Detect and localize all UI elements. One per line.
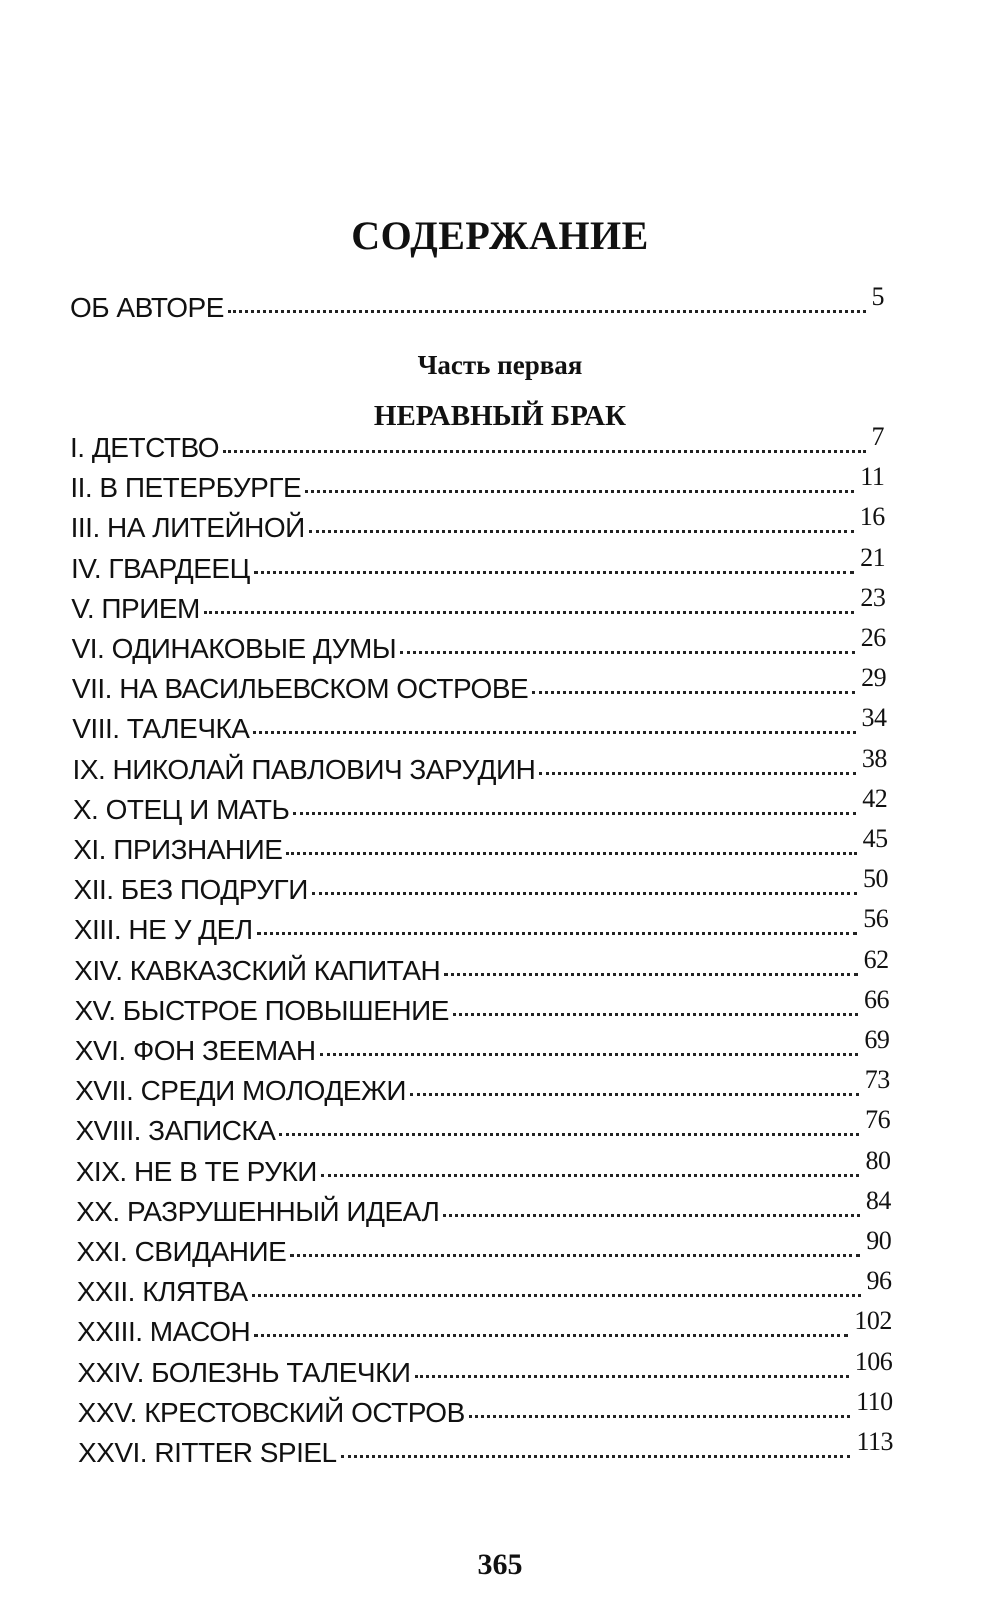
dot-leader	[400, 651, 855, 654]
toc-entry-page: 84	[865, 1185, 891, 1215]
toc-entry-label: V. ПРИЕМ	[71, 592, 200, 624]
toc-entry-label: I. ДЕТСТВО	[70, 432, 219, 463]
dot-leader	[252, 1294, 861, 1297]
toc-entry[interactable]	[74, 984, 890, 1035]
toc-entry-label: XXIV. БОЛЕЗНЬ ТАЛЕЧКИ	[77, 1356, 411, 1388]
toc-entry-label: XVIII. ЗАПИСКА	[75, 1115, 276, 1147]
toc-entry-label: II. В ПЕТЕРБУРГЕ	[70, 472, 302, 504]
toc-entry-page: 69	[864, 1025, 890, 1054]
toc-entry[interactable]	[72, 703, 887, 753]
toc-entry[interactable]	[76, 1226, 892, 1276]
toc-entry-label: X. ОТЕЦ И МАТЬ	[72, 793, 290, 825]
toc-entry-page: 7	[871, 422, 884, 451]
dot-leader	[293, 812, 856, 815]
toc-entry-label: XVI. ФОН ЗЕЕМАН	[74, 1035, 316, 1066]
toc-entry-page: 11	[860, 462, 885, 492]
toc-entry-label: ОБ АВТОРЕ	[70, 292, 224, 323]
toc-entry-page: 110	[856, 1386, 893, 1416]
toc-entry-about-author[interactable]	[70, 282, 884, 332]
toc-entry[interactable]	[76, 1185, 891, 1236]
dot-leader	[254, 1334, 848, 1337]
toc-entry-page: 5	[871, 282, 884, 311]
toc-entry[interactable]	[75, 1145, 891, 1196]
toc-entry[interactable]	[71, 663, 887, 713]
toc-entry-label: XVII. СРЕДИ МОЛОДЕЖИ	[75, 1075, 406, 1107]
toc-entry-label: XIII. НЕ У ДЕЛ	[73, 914, 253, 946]
toc-entry-page: 50	[862, 864, 888, 894]
dot-leader	[228, 310, 866, 313]
toc-entry-label: VII. НА ВАСИЛЬЕВСКОМ ОСТРОВЕ	[71, 673, 529, 705]
dot-leader	[469, 1415, 850, 1418]
toc-entry[interactable]	[70, 462, 885, 512]
toc-entry-label: XXIII. МАСОН	[77, 1316, 251, 1348]
toc-entry-page: 76	[865, 1105, 891, 1135]
toc-entry-label: VIII. ТАЛЕЧКА	[72, 713, 250, 745]
toc-entry-page: 45	[862, 824, 888, 853]
dot-leader	[532, 691, 855, 694]
toc-entry-page: 38	[861, 743, 887, 773]
toc-entry-label: VI. ОДИНАКОВЫЕ ДУМЫ	[71, 633, 397, 664]
toc-entry[interactable]	[73, 904, 889, 954]
dot-leader	[253, 731, 855, 734]
toc-entry[interactable]	[77, 1386, 893, 1437]
part-label: Часть первая	[417, 350, 583, 380]
dot-leader	[254, 571, 854, 574]
toc-entry-page: 56	[863, 904, 889, 934]
toc-entry-page: 23	[860, 582, 886, 612]
page-title: СОДЕРЖАНИЕ	[351, 213, 649, 258]
toc-entry[interactable]	[77, 1346, 893, 1397]
toc-entry-page: 21	[860, 542, 886, 572]
toc-entry[interactable]	[74, 1025, 890, 1075]
dot-leader	[444, 973, 857, 976]
toc-entry-page: 106	[854, 1346, 893, 1376]
page-number: 365	[477, 1548, 523, 1581]
dot-leader	[410, 1093, 859, 1096]
dot-leader	[257, 932, 858, 935]
toc-entry-page: 62	[863, 944, 889, 974]
toc-entry[interactable]	[77, 1306, 892, 1356]
toc-entry[interactable]	[76, 1266, 892, 1316]
toc-entry[interactable]	[70, 502, 885, 552]
dot-leader	[312, 892, 857, 895]
toc-entry[interactable]	[71, 582, 886, 633]
part-title: НЕРАВНЫЙ БРАК	[373, 400, 627, 432]
dot-leader	[539, 772, 855, 775]
dot-leader	[286, 852, 856, 855]
toc-entry-page: 34	[861, 703, 887, 733]
dot-leader	[309, 530, 854, 533]
toc-entry-page: 42	[862, 783, 888, 813]
toc-entry-page: 80	[865, 1145, 891, 1175]
toc-entry-page: 26	[860, 623, 886, 652]
dot-leader	[453, 1013, 858, 1016]
toc-entry-page: 90	[866, 1226, 892, 1255]
toc-entry-page: 16	[859, 502, 885, 532]
toc-entry[interactable]	[73, 824, 888, 874]
dot-leader	[415, 1375, 849, 1378]
toc-entry[interactable]	[72, 783, 888, 834]
toc-entry[interactable]	[72, 743, 887, 794]
toc-entry-label: IV. ГВАРДЕЕЦ	[70, 552, 250, 584]
dot-leader	[321, 1174, 860, 1177]
toc-entry-page: 73	[864, 1065, 890, 1095]
toc-entry-page: 96	[866, 1266, 892, 1296]
toc-entry[interactable]	[71, 623, 886, 673]
dot-leader	[223, 450, 866, 453]
toc-entry[interactable]	[70, 542, 886, 593]
toc-entry-label: XXV. КРЕСТОВСКИЙ ОСТРОВ	[77, 1396, 465, 1428]
toc-entry-label: IX. НИКОЛАЙ ПАВЛОВИЧ ЗАРУДИН	[72, 753, 536, 785]
toc-entry-label: III. НА ЛИТЕЙНОЙ	[70, 512, 305, 544]
toc-entry-label: XI. ПРИЗНАНИЕ	[73, 834, 283, 865]
toc-entry-page: 66	[864, 984, 890, 1014]
toc-entry[interactable]	[75, 1065, 890, 1115]
dot-leader	[204, 611, 855, 614]
toc-entry[interactable]	[74, 944, 889, 995]
toc-entry[interactable]	[75, 1105, 891, 1155]
toc-entry-label: XXII. КЛЯТВА	[76, 1276, 248, 1308]
toc-entry-label: XXVI. RITTER SPIEL	[78, 1437, 337, 1468]
dot-leader	[290, 1254, 860, 1257]
dot-leader	[305, 490, 854, 493]
dot-leader	[279, 1133, 859, 1136]
dot-leader	[341, 1455, 851, 1458]
dot-leader	[443, 1214, 860, 1217]
toc-entry-label: XXI. СВИДАНИЕ	[76, 1236, 287, 1267]
toc-entry-label: XV. БЫСТРОЕ ПОВЫШЕНИЕ	[74, 994, 449, 1026]
toc-entry-page: 29	[861, 663, 887, 693]
toc-entry-page: 113	[856, 1427, 893, 1456]
toc-entry-label: XIV. КАВКАЗСКИЙ КАПИТАН	[74, 954, 441, 986]
toc-entry-label: XIX. НЕ В ТЕ РУКИ	[75, 1155, 317, 1187]
toc-entry[interactable]	[78, 1427, 893, 1477]
toc-entry-label: XII. БЕЗ ПОДРУГИ	[73, 874, 308, 906]
toc-entry-page: 102	[854, 1306, 892, 1336]
toc-entry[interactable]	[73, 864, 888, 914]
dot-leader	[320, 1053, 859, 1056]
toc-entry-label: XX. РАЗРУШЕННЫЙ ИДЕАЛ	[76, 1195, 440, 1227]
toc-entry[interactable]	[70, 422, 884, 472]
